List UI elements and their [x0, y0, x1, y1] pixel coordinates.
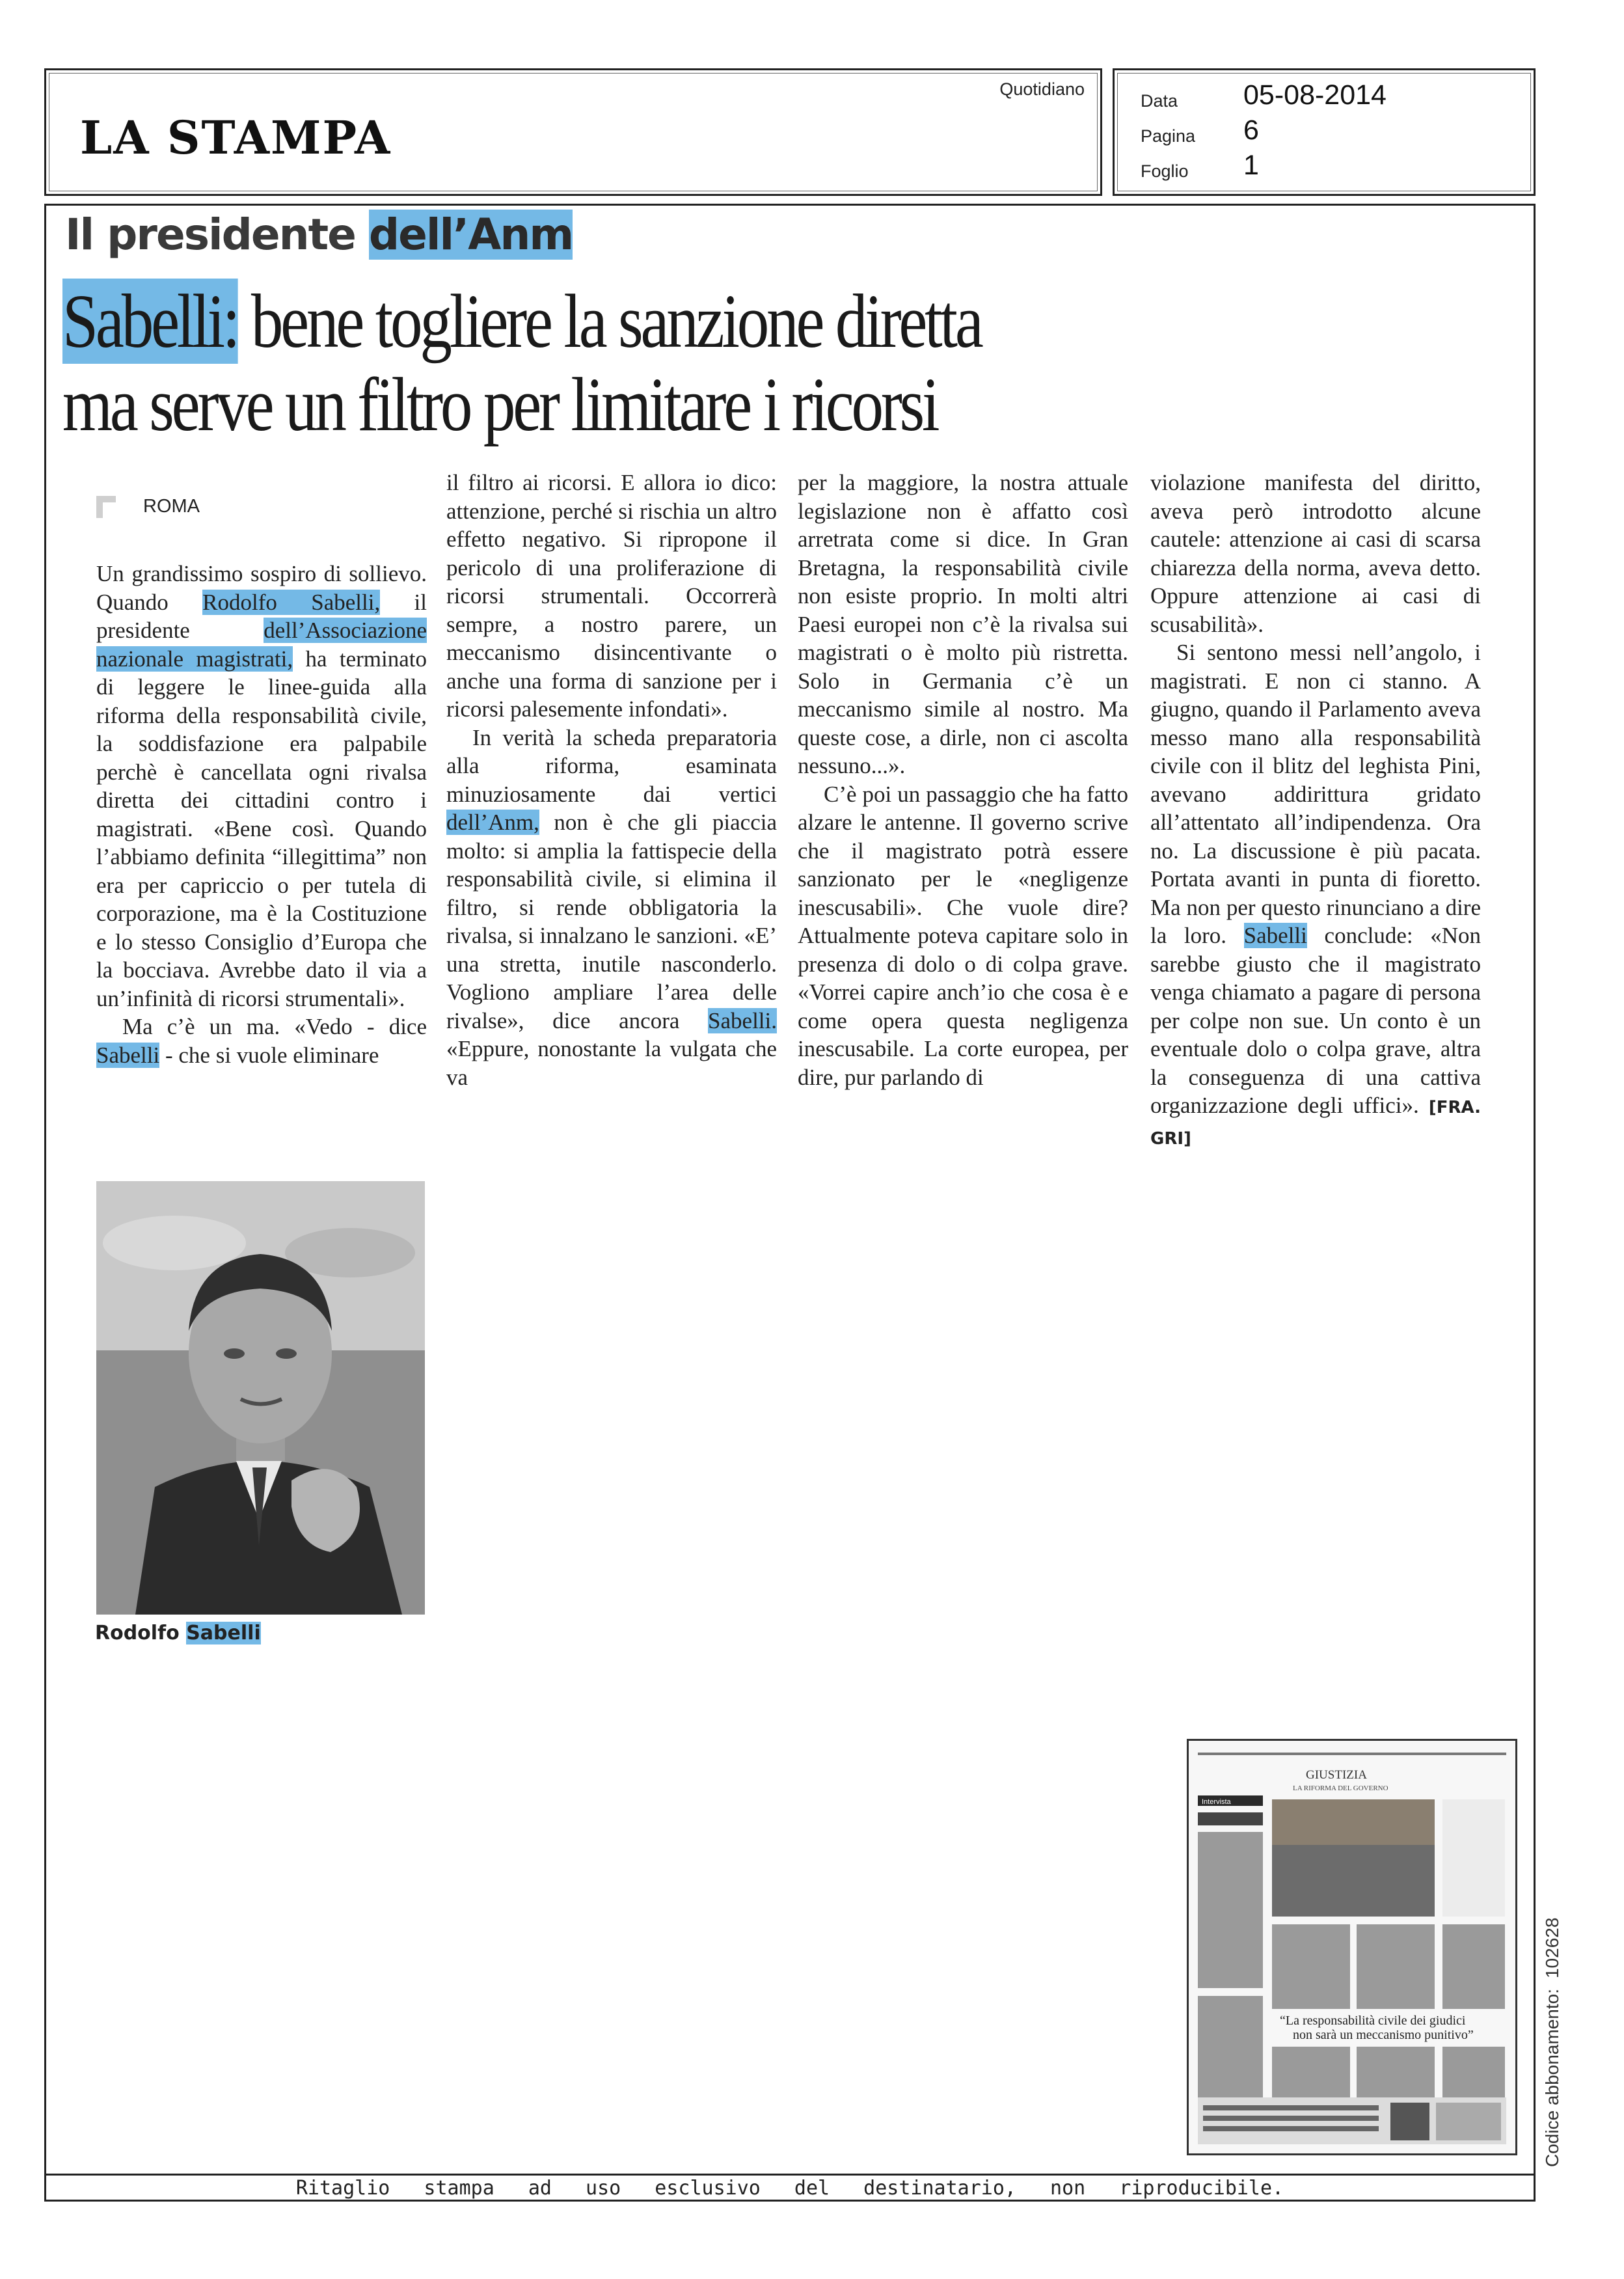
column-text: In verità la scheda preparatoria alla riforma, esaminata minuziosamente dai vertici dell’Anm, non è che gli piaccia molto: si amplia la fattispecie della responsabilità civile, si elimina il filtro, si rende obbligatoria la rivalsa, si innalzano le sanzioni. «E’ una stretta, inutile nasconderlo. Vogliono ampliare l’area delle rivalse», dice ancora Sabelli. «Eppure, nonostante la vulgata che va	[446, 724, 777, 1090]
dateline-marker-icon	[96, 496, 116, 518]
thumbnail-page-preview	[1189, 1741, 1515, 2153]
article-kicker	[65, 210, 573, 260]
caption-last-name: Sabelli	[186, 1622, 261, 1644]
masthead-header	[44, 68, 1536, 198]
subscription-value: 102628	[1542, 1917, 1562, 1979]
column-text: il filtro ai ricorsi. E allora io dico: attenzione, perché si rischia un altro effetto negativo. Si ripropone il pericolo di una proliferazione di ricorsi strumentali. Occorrerà sempre, a nostro parere, un meccanismo disincentivante o anche una forma di sanzione per i ricorsi palesemente infondati».	[446, 470, 777, 722]
headline-line-2: ma serve un filtro per limitare i ricorsi	[62, 362, 938, 447]
sheet-label: Foglio	[1141, 161, 1189, 181]
column-text: C’è poi un passaggio che ha fatto alzare le antenne. Il governo scrive che il magistrato potrà essere sanzionato per le «negligenze inescusabili». Che vuole dire? Attualmente poteva capitare solo in presenza di dolo o di colpa grave. «Vorrei capire anch’io che cosa è e come opera questa negligenza inescusabile. La corte europea, per dire, pur parlando di	[798, 781, 1128, 1090]
photo-caption	[95, 1622, 261, 1644]
column-text: Un grandissimo sospiro di sollievo. Quando Rodolfo Sabelli, il presidente dell’Associazione nazionale magistrati, ha terminato di leggere le linee-guida alla riforma della responsabilità civile, la soddisfazione era palpabile perchè è cancellata ogni rivalsa diretta dei cittadini contro i magistrati. «Bene così. Quando l’abbiamo definita “illegittima” non era per capriccio o per tutela di corporazione, ma è la Costituzione e lo stesso Consiglio d’Europa che la bocciava. Avrebbe dato il via a un’infinità di ricorsi strumentali».	[96, 561, 427, 1011]
thumbnail-subsection: LA RIFORMA DEL GOVERNO	[1293, 1784, 1388, 1792]
portrait-photo	[96, 1181, 425, 1615]
subscription-label: Codice abbonamento:	[1542, 1989, 1562, 2167]
article-column-1	[96, 560, 427, 1069]
headline-line-1	[62, 280, 992, 363]
column-text: Ma c’è un ma. «Vedo - dice Sabelli - che si vuole eliminare	[96, 1014, 427, 1068]
portrait-illustration	[96, 1181, 425, 1615]
svg-text:non sarà un meccanismo punitiv: non sarà un meccanismo punitivo”	[1293, 2028, 1474, 2042]
dateline-text: ROMA	[143, 496, 200, 517]
sheet-value: 1	[1243, 150, 1259, 181]
footer-divider	[44, 2174, 1536, 2176]
periodicity-label: Quotidiano	[999, 79, 1085, 99]
kicker-highlight: dell’Anm	[368, 210, 573, 260]
footer-notice: Ritaglio stampa ad uso esclusivo del destinatario, non riproducibile.	[295, 2177, 1284, 2200]
article-column-2	[446, 469, 777, 1091]
column-text: violazione manifesta del diritto, aveva però introdotto alcune cautele: attenzione ai casi di scarsa chiarezza della norma, aveva detto. Oppure attenzione ai casi di scusabilità».	[1150, 470, 1481, 637]
date-label: Data	[1141, 91, 1178, 111]
page-value: 6	[1243, 115, 1259, 146]
page-label: Pagina	[1141, 126, 1196, 146]
article-column-3	[798, 469, 1128, 1091]
thumbnail-section: GIUSTIZIA	[1306, 1768, 1367, 1782]
masthead-box	[44, 68, 1102, 196]
date-value: 05-08-2014	[1243, 79, 1387, 111]
publication-meta-box	[1113, 68, 1536, 196]
caption-first-name: Rodolfo	[95, 1622, 180, 1644]
page-thumbnail	[1187, 1739, 1517, 2155]
article-headline	[62, 280, 992, 446]
thumbnail-interview-label: Intervista	[1202, 1798, 1231, 1806]
column-text: Si sentono messi nell’angolo, i magistrati. E non ci stanno. A giugno, quando il Parlamento aveva messo mano alla responsabilità civile con il blitz del leghista Pini, avevano addirittura gridato all’attentato all’indipendenza. Ora no. La discussione è più pacata. Portata avanti in punta di fioretto. Ma non per questo rinunciano a dire la loro. Sabelli conclude: «Non sarebbe giusto che il magistrato venga chiamato a pagare di persona per colpe non sue. Un conto è un eventuale dolo o colpa grave, altra la conseguenza di una cattiva organizzazione degli uffici». [FRA. GRI]	[1150, 640, 1481, 1149]
thumbnail-quote: “La responsabilità civile dei giudici	[1280, 2013, 1466, 2028]
author-signature: [FRA. GRI]	[1150, 1098, 1481, 1149]
headline-line-1-text: bene togliere la sanzione diretta	[250, 279, 981, 364]
headline-highlight: Sabelli:	[62, 279, 238, 364]
masthead-logo: LA STAMPA	[80, 111, 392, 165]
column-text: per la maggiore, la nostra attuale legislazione non è affatto così arretrata come si dice. In Gran Bretagna, la responsabilità civile non esiste proprio. In molti altri Paesi europei non c’è la rivalsa sui magistrati o è molto più ristretta. Solo in Germania c’è un meccanismo simile al nostro. Ma queste cose, a dirle, non ci ascolta nessuno...».	[798, 470, 1128, 778]
kicker-text: Il presidente	[65, 210, 355, 260]
article-column-4	[1150, 469, 1481, 1153]
subscription-code	[1542, 1918, 1563, 2167]
